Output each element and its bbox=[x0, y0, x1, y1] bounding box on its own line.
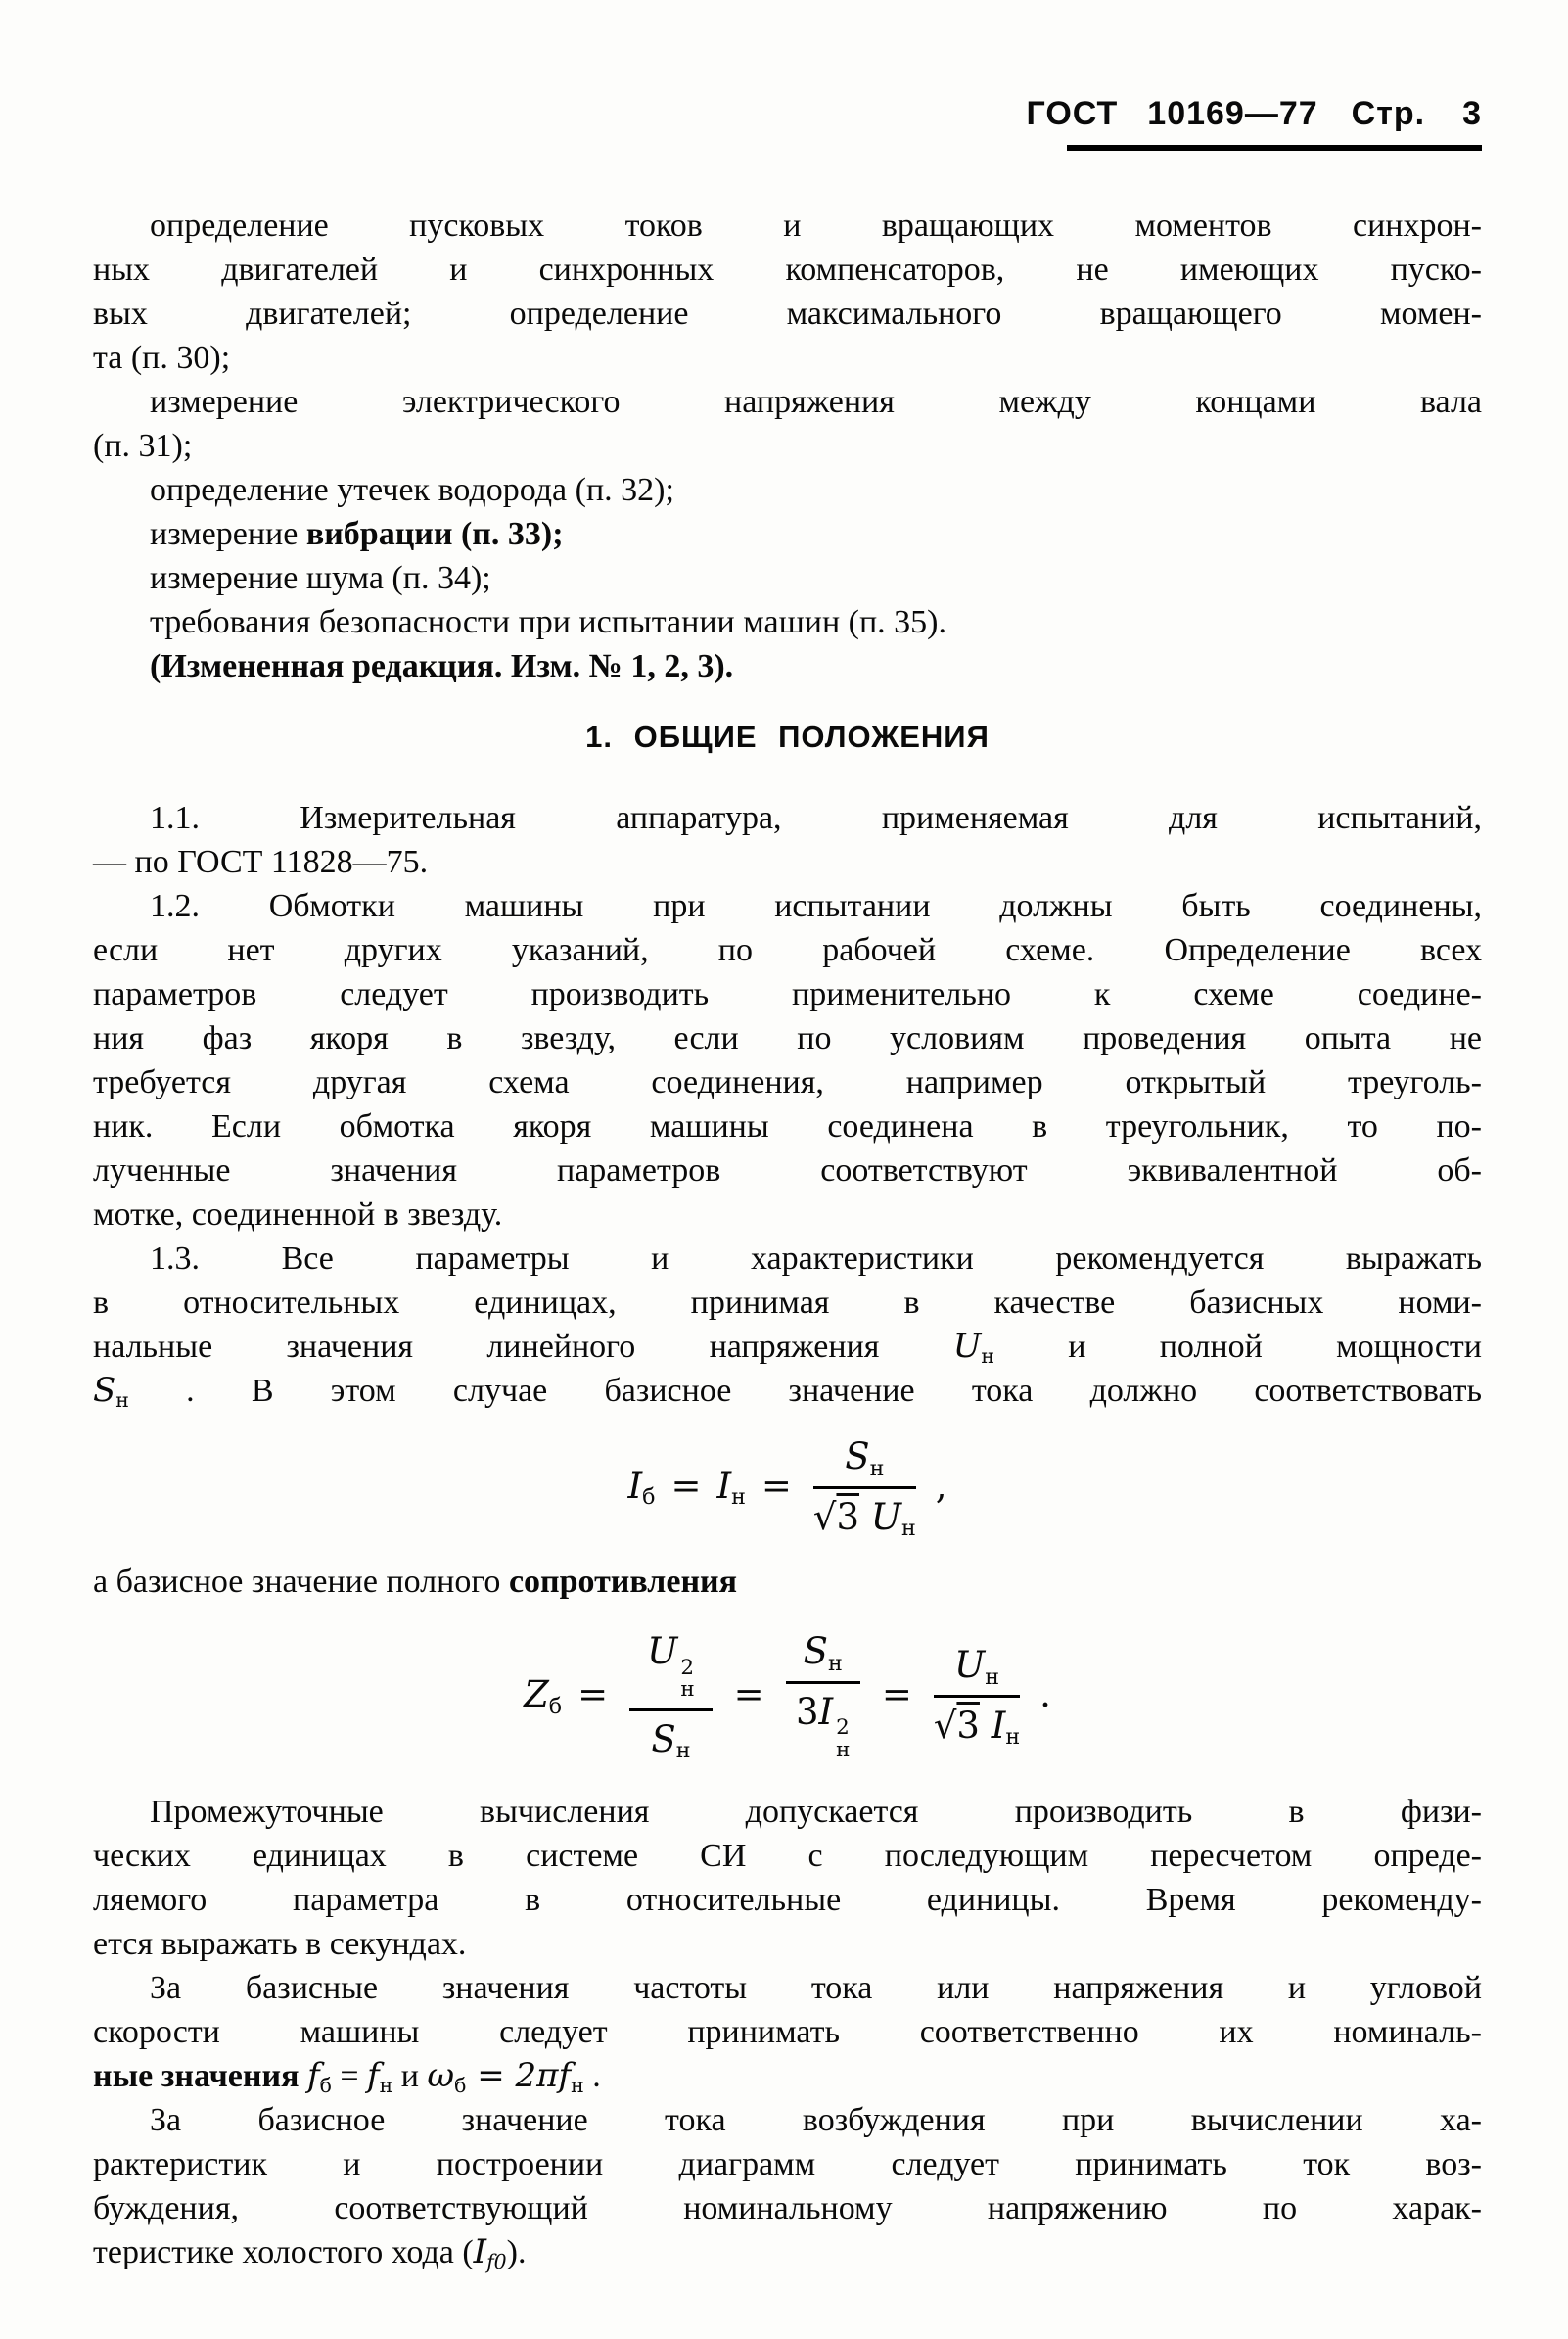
equals-sign: = bbox=[670, 1464, 702, 1507]
text-segment: . В этом случае базисное значение тока должно соответствовать bbox=[128, 1373, 1482, 1409]
intro-list bbox=[93, 204, 1482, 688]
sup-sub-stack: 2 н bbox=[836, 1715, 851, 1762]
text-line: Промежуточные вычисления допускается производить в физи- bbox=[150, 1794, 1482, 1831]
punctuation: . bbox=[1039, 1672, 1051, 1715]
text-segment: нальные значения линейного напряжения bbox=[93, 1329, 953, 1365]
page-body bbox=[93, 204, 1482, 2274]
numerator: $S_н$ bbox=[786, 1629, 860, 1684]
equals-sign: = bbox=[761, 1464, 792, 1507]
math-symbol-omega-b: $\omega_б$ bbox=[427, 2056, 467, 2098]
paragraph-excitation-current bbox=[93, 2098, 1482, 2274]
text-line: буждения, соответствующий номинальному напряжению по харак- bbox=[93, 2190, 1482, 2227]
equals-sign: = bbox=[331, 2058, 368, 2095]
amendment-note: (Измененная редакция. Изм. № 1, 2, 3). bbox=[150, 648, 734, 684]
math-symbol-Sn: $S_н$ bbox=[93, 1371, 129, 1413]
text-line: — по ГОСТ 11828—75. bbox=[93, 844, 429, 880]
fraction bbox=[786, 1629, 860, 1760]
paragraph-intermediate bbox=[93, 1790, 1482, 1966]
paragraph-1-3 bbox=[93, 1237, 1482, 1413]
amended-text: ные значения bbox=[93, 2058, 307, 2095]
radicand: 3 bbox=[836, 1495, 860, 1538]
math-symbol-fn: $f_н$ bbox=[367, 2056, 393, 2098]
text-segment: теристике холостого хода ( bbox=[93, 2234, 474, 2271]
text-line: параметров следует производить применительно к схеме соедине- bbox=[93, 976, 1482, 1012]
math-symbol-Un: $U_н$ bbox=[952, 1327, 994, 1369]
numerator: $S_н$ bbox=[813, 1434, 916, 1489]
page-number: 3 bbox=[1462, 95, 1482, 132]
sup-sub-stack: 2 н bbox=[680, 1655, 695, 1703]
text-line bbox=[93, 1369, 1482, 1413]
text-line bbox=[93, 2054, 1482, 2098]
punctuation: , bbox=[935, 1464, 947, 1507]
list-line: измерение электрического напряжения между концами вала bbox=[150, 384, 1482, 420]
math-symbol-fb: $f_б$ bbox=[306, 2056, 332, 2098]
paragraph-1-1 bbox=[93, 796, 1482, 884]
text-line: ляемого параметра в относительные единицы. Время рекоменду- bbox=[93, 1882, 1482, 1919]
denominator: √3 $U_н$ bbox=[812, 1495, 916, 1542]
radical-sign: √ bbox=[933, 1704, 957, 1747]
list-line: ных двигателей и синхронных компенсаторов, не имеющих пуско- bbox=[93, 252, 1482, 288]
denominator: $S_н$ bbox=[651, 1717, 691, 1764]
equals-sign: = bbox=[577, 1672, 609, 1715]
list-line: вых двигателей; определение максимального вращающего момен- bbox=[93, 296, 1482, 332]
fraction bbox=[933, 1643, 1021, 1751]
equals-sign: = bbox=[733, 1672, 764, 1715]
denominator: √3 $I_н$ bbox=[933, 1704, 1021, 1751]
amended-text: сопротивления bbox=[508, 1564, 738, 1601]
list-line bbox=[93, 512, 1482, 556]
equals-sign: = bbox=[881, 1672, 912, 1715]
text-line: если нет других указаний, по рабочей схеме. Определение всех bbox=[93, 932, 1482, 968]
page-header bbox=[93, 94, 1482, 133]
text-segment: ). bbox=[506, 2234, 527, 2271]
coefficient: 3 bbox=[796, 1690, 819, 1733]
text-line bbox=[93, 1325, 1482, 1369]
text-line bbox=[93, 2230, 1482, 2274]
section-heading: 1. ОБЩИЕ ПОЛОЖЕНИЯ bbox=[585, 720, 990, 754]
text-line: рактеристик и построении диаграмм следует принимать ток воз- bbox=[93, 2146, 1482, 2183]
list-line: определение утечек водорода (п. 32); bbox=[150, 472, 674, 508]
numerator: U 2 н bbox=[629, 1629, 713, 1711]
text-line: ник. Если обмотка якоря машины соединена в треугольник, то по- bbox=[93, 1108, 1482, 1145]
paragraph-base-frequency bbox=[93, 1966, 1482, 2098]
text-line: 1.3. Все параметры и характеристики рекомендуется выражать bbox=[150, 1240, 1482, 1277]
list-line: определение пусковых токов и вращающих моментов синхрон- bbox=[150, 208, 1482, 244]
list-line: измерение шума (п. 34); bbox=[150, 560, 491, 596]
page-label: Стр. bbox=[1351, 95, 1426, 132]
text-line: в относительных единицах, принимая в качестве базисных номи- bbox=[93, 1285, 1482, 1321]
text-segment: и полной мощности bbox=[993, 1329, 1482, 1365]
standard-number: 10169—77 bbox=[1147, 95, 1318, 132]
math-symbol-Zb: $Z_б$ bbox=[524, 1672, 563, 1719]
denominator: 3I 2 н bbox=[796, 1690, 851, 1762]
list-line: (п. 31); bbox=[93, 428, 193, 464]
fraction bbox=[812, 1434, 916, 1542]
list-line: та (п. 30); bbox=[93, 340, 231, 376]
text-line: лученные значения параметров соответствуют эквивалентной об- bbox=[93, 1152, 1482, 1189]
radical-sign: √ bbox=[812, 1495, 837, 1538]
text-line: мотке, соединенной в звезду. bbox=[93, 1196, 503, 1233]
paragraph-1-2 bbox=[93, 884, 1482, 1237]
list-line: требования безопасности при испытании машин (п. 35). bbox=[150, 604, 946, 640]
formula-base-impedance bbox=[93, 1629, 1482, 1764]
text-line: 1.2. Обмотки машины при испытании должны быть соединены, bbox=[150, 888, 1482, 924]
radicand: 3 bbox=[956, 1704, 980, 1747]
text-line: ется выражать в секундах. bbox=[93, 1926, 467, 1963]
standard-name: ГОСТ bbox=[1026, 95, 1119, 132]
text-line: требуется другая схема соединения, например открытый треуголь- bbox=[93, 1064, 1482, 1100]
text-line: ческих единицах в системе СИ с последующим пересчетом опреде- bbox=[93, 1838, 1482, 1875]
math-symbol-If0: $I_{f0}$ bbox=[473, 2232, 507, 2274]
math-expression-2pif: = $2\pi f_н$ bbox=[466, 2056, 584, 2098]
text-line: 1.1. Измерительная аппаратура, применяемая для испытаний, bbox=[150, 800, 1482, 836]
text-line bbox=[93, 1560, 1482, 1604]
numerator: $U_н$ bbox=[934, 1643, 1020, 1698]
formula-base-current bbox=[93, 1434, 1482, 1542]
math-symbol-In: $I_н$ bbox=[716, 1464, 746, 1511]
text-line: ния фаз якоря в звезду, если по условиям проведения опыта не bbox=[93, 1020, 1482, 1056]
header-rule bbox=[1067, 145, 1482, 151]
text-line: скорости машины следует принимать соответственно их номиналь- bbox=[93, 2014, 1482, 2051]
fraction bbox=[629, 1629, 713, 1764]
text-line: За базисное значение тока возбуждения при вычислении ха- bbox=[150, 2102, 1482, 2139]
amended-text: вибрации (п. 33); bbox=[305, 516, 564, 552]
math-symbol-Ib: $I_б$ bbox=[627, 1464, 656, 1511]
punctuation: . bbox=[583, 2058, 601, 2095]
text-line: За базисные значения частоты тока или напряжения и угловой bbox=[150, 1970, 1482, 2007]
text-segment: а базисное значение полного bbox=[93, 1564, 509, 1601]
text-segment: измерение bbox=[150, 516, 306, 552]
text-segment: и bbox=[392, 2058, 428, 2095]
